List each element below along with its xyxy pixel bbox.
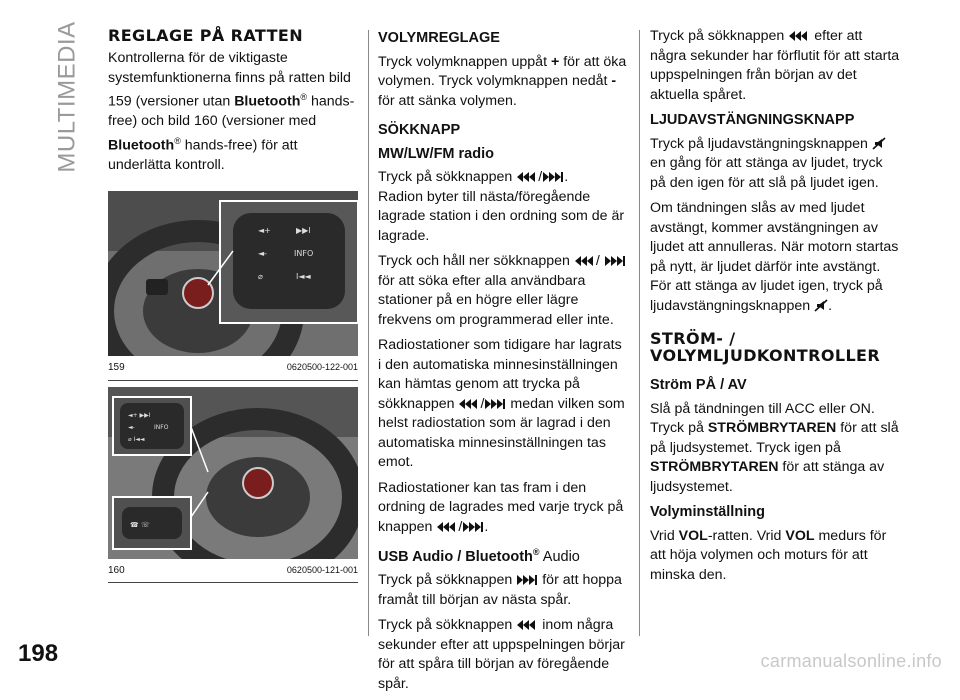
mute-icon xyxy=(872,137,886,150)
seek-back-icon xyxy=(788,30,810,42)
subheading-usb-audio: USB Audio / Bluetooth® Audio xyxy=(378,547,580,565)
power-paragraph-1: Slå på tändningen till ACC eller ON. xyxy=(650,400,875,417)
seek-back-icon xyxy=(436,521,458,533)
column-1 xyxy=(108,27,358,583)
svg-text:I◄◄: I◄◄ xyxy=(296,272,311,282)
volume-setting-paragraph: Vrid VOL-ratten. Vrid VOL medurs för att höja volymen och moturs för att minska den. xyxy=(650,527,887,583)
svg-text:⌀ I◄◄: ⌀ I◄◄ xyxy=(128,435,145,443)
mute-paragraph-2: Om tändningen slås av med ljudet avstängt, kommer avstängningen av ljudet att annulleras. När motorn startas på nytt, är ljudet därför inte avstängt. För att stänga av ljudet igen, tryck på ljudavstängningsknappen . xyxy=(650,200,899,314)
side-tab: MULTIMEDIA xyxy=(54,21,82,173)
svg-text:◄+: ◄+ xyxy=(258,226,271,236)
steering-wheel-illustration-159 xyxy=(108,191,358,356)
seek-paragraph-2: Tryck och håll ner sökknappen / för att söka efter alla användbara stationer på en högre eller lägre frekvens om programmerad eller inte. xyxy=(378,252,628,330)
power-paragraph-2: Tryck på STRÖMBRYTAREN för att slå på ljudsystemet. Tryck igen på STRÖMBRYTAREN för att stänga av ljudsystemet. xyxy=(650,420,899,495)
seek-back-icon xyxy=(574,255,596,267)
watermark: carmanualsonline.info xyxy=(760,651,942,671)
subheading-power-on-off: Ström PÅ / AV xyxy=(650,377,747,393)
fig160-info-label: INFO xyxy=(154,423,169,431)
column-divider-2 xyxy=(639,30,640,636)
figure-code: 0620500-122-001 xyxy=(286,362,358,373)
page-number: 198 xyxy=(18,640,59,667)
seek-forward-icon xyxy=(542,171,564,183)
figure-160 xyxy=(108,387,358,584)
section-heading-power-1: STRÖM- / xyxy=(650,329,736,348)
seek-back-icon xyxy=(516,619,538,631)
seek-paragraph-1: Tryck på sökknappen / . Radion byter till nästa/föregående lagrade station i den ordning som de är lagrade. xyxy=(378,169,625,244)
column-2 xyxy=(378,27,628,700)
svg-text:◄+ ▶▶I: ◄+ ▶▶I xyxy=(128,411,151,419)
section-heading-steering-controls: REGLAGE PÅ RATTEN xyxy=(108,26,304,45)
seek-back-icon xyxy=(516,171,538,183)
section-heading-volume: VOLYMREGLAGE xyxy=(378,30,500,46)
figure-number: 159 xyxy=(108,362,125,374)
column-divider-1 xyxy=(368,30,369,636)
section-heading-seek: SÖKKNAPP xyxy=(378,122,461,138)
seek-forward-icon xyxy=(516,574,538,586)
figure-159 xyxy=(108,191,358,381)
usb-paragraph-1: Tryck på sökknappen för att hoppa framåt till början av nästa spår. xyxy=(378,572,622,608)
steering-wheel-illustration-160 xyxy=(108,387,358,559)
figure-number: 160 xyxy=(108,564,125,576)
seek-paragraph-4: Radiostationer kan tas fram i den ordning de lagrades med varje tryck på knappen / . xyxy=(378,479,624,535)
section-heading-power-2: VOLYMLJUDKONTROLLER xyxy=(650,346,881,365)
section-heading-mute: LJUDAVSTÄNGNINGSKNAPP xyxy=(650,112,855,128)
svg-text:◄-: ◄- xyxy=(258,249,268,259)
figure-caption-160 xyxy=(108,559,358,583)
mute-icon xyxy=(814,299,828,312)
svg-text:☎ ☏: ☎ ☏ xyxy=(130,520,150,529)
figure-code: 0620500-121-001 xyxy=(286,564,358,575)
fig159-info-label: INFO xyxy=(294,249,314,259)
seek-paragraph-3: Radiostationer som tidigare har lagrats i den automatiska minnesinställningen kan hämtas genom att trycka på sökknappen / medan vilken som helst radiostation som är lagrad i den automatiska minnesinställningen tas emot. xyxy=(378,337,625,470)
seek-forward-icon xyxy=(462,521,484,533)
svg-text:⌀: ⌀ xyxy=(258,272,263,282)
mute-paragraph-1: Tryck på ljudavstängningsknappen en gång för att stänga av ljudet, tryck på den igen för att slå på ljudet igen. xyxy=(650,135,900,194)
seek-back-icon xyxy=(458,398,480,410)
subheading-volume-setting: Volyminställning xyxy=(650,504,765,520)
seek-forward-icon xyxy=(604,255,626,267)
volume-paragraph: Tryck volymknappen uppåt + för att öka volymen. Tryck volymknappen nedåt - för att sänka volymen. xyxy=(378,53,627,109)
subheading-mw-lw-fm: MW/LW/FM radio xyxy=(378,145,494,162)
svg-text:▶▶I: ▶▶I xyxy=(296,226,311,236)
intro-paragraph: Kontrollerna för de viktigaste systemfunktionerna finns på ratten bild 159 (versioner utan Bluetooth® hands-free) och bild 160 (versioner med Bluetooth® hands-free) för att underlätta kontroll. xyxy=(108,50,355,173)
restart-track-paragraph: Tryck på sökknappen efter att några sekunder har förflutit för att starta uppspelningen från början av det aktuella spåret. xyxy=(650,28,900,103)
usb-paragraph-2: Tryck på sökknappen inom några sekunder efter att uppspelningen börjar för att spåra till början av föregående spår. xyxy=(378,617,625,692)
figure-caption-159 xyxy=(108,356,358,380)
svg-text:◄-: ◄- xyxy=(128,423,135,431)
seek-forward-icon xyxy=(484,398,506,410)
column-3 xyxy=(650,27,900,591)
